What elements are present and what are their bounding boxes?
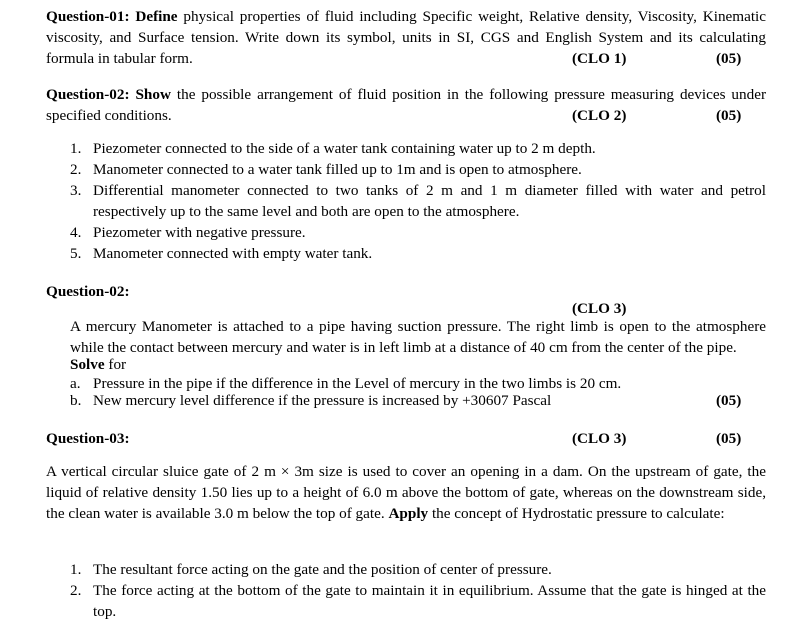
- question-03-header: [46, 428, 766, 449]
- list-item-number: 1.: [70, 140, 82, 157]
- question-01-clo: (CLO 1): [572, 50, 627, 67]
- question-01-label: Question-01:: [46, 8, 130, 25]
- question-03-label: Question-03:: [46, 430, 130, 447]
- question-03-clo: (CLO 3): [572, 430, 627, 447]
- question-03-body-a: A vertical circular sluice gate of 2 m × 3m size is used to cover an opening in a dam. On the upstream of gate, the liquid of relative density 1.50 lies up to a height of 6.0 m above the bottom of gate, whereas on the downstream side, the clean water is available 3.0 m below the top of gate.: [46, 463, 766, 522]
- question-02-clo: (CLO 2): [572, 107, 627, 124]
- list-item-number: 3.: [70, 182, 82, 199]
- question-03-body-b: the concept of Hydrostatic pressure to calculate:: [431, 505, 725, 522]
- list-item-number: 1.: [70, 561, 82, 578]
- question-01-body: physical properties of fluid including Specific weight, Relative density, Viscosity, Kinematic viscosity, and Surface tension. Write down its symbol, units in SI, CGS and English System and its calculating formula in tabular form.: [46, 8, 767, 67]
- question-02b-marks-row: [46, 390, 766, 411]
- question-02b-marks: (05): [716, 392, 742, 409]
- list-item-text: Piezometer connected to the side of a water tank containing water up to 2 m depth.: [93, 140, 596, 157]
- apply-keyword: Apply: [388, 505, 429, 522]
- list-item-text: Manometer connected to a water tank filled up to 1m and is open to atmosphere.: [93, 161, 582, 178]
- question-02b-body: A mercury Manometer is attached to a pipe having suction pressure. The right limb is open to the atmosphere while the contact between mercury and water is in left limb at a distance of 40 cm from the center of the pipe.: [70, 318, 766, 356]
- list-item-number: 2.: [70, 161, 82, 178]
- list-item-text: Pressure in the pipe if the difference in the Level of mercury in the two limbs is 20 cm.: [93, 375, 622, 392]
- question-02-marks: (05): [716, 107, 742, 124]
- question-02b-label: Question-02:: [46, 283, 130, 300]
- list-item-text: Piezometer with negative pressure.: [93, 224, 306, 241]
- list-item-text: New mercury level difference if the pressure is increased by +30607 Pascal: [93, 392, 552, 409]
- solve-keyword: Solve: [70, 356, 105, 373]
- question-01-verb: Define: [135, 8, 178, 25]
- question-02b-solve: [70, 354, 766, 375]
- question-02-body: the possible arrangement of fluid position in the following pressure measuring devices under specified conditions.: [46, 86, 766, 124]
- list-item-number: 4.: [70, 224, 82, 241]
- question-02b-clo: (CLO 3): [572, 300, 627, 317]
- question-02-verb: Show: [135, 86, 171, 103]
- question-01-meta: [46, 48, 766, 69]
- list-item-number: 5.: [70, 245, 82, 262]
- question-02-meta: [46, 105, 766, 126]
- list-item-number: a.: [70, 375, 81, 392]
- question-02-label: Question-02:: [46, 86, 130, 103]
- list-item-text: The resultant force acting on the gate and the position of center of pressure.: [93, 561, 552, 578]
- question-01-marks: (05): [716, 50, 742, 67]
- solve-rest: for: [104, 356, 127, 373]
- list-item-number: b.: [70, 392, 82, 409]
- list-item-number: 2.: [70, 582, 82, 599]
- list-item-text: Manometer connected with empty water tank.: [93, 245, 373, 262]
- list-item-text: Differential manometer connected to two tanks of 2 m and 1 m diameter filled with water and petrol respectively up to the same level and both are open to the atmosphere.: [93, 182, 766, 220]
- question-03-text: [46, 461, 766, 524]
- list-item-text: The force acting at the bottom of the gate to maintain it in equilibrium. Assume that the gate is hinged at the top.: [93, 582, 766, 620]
- question-03-marks: (05): [716, 430, 742, 447]
